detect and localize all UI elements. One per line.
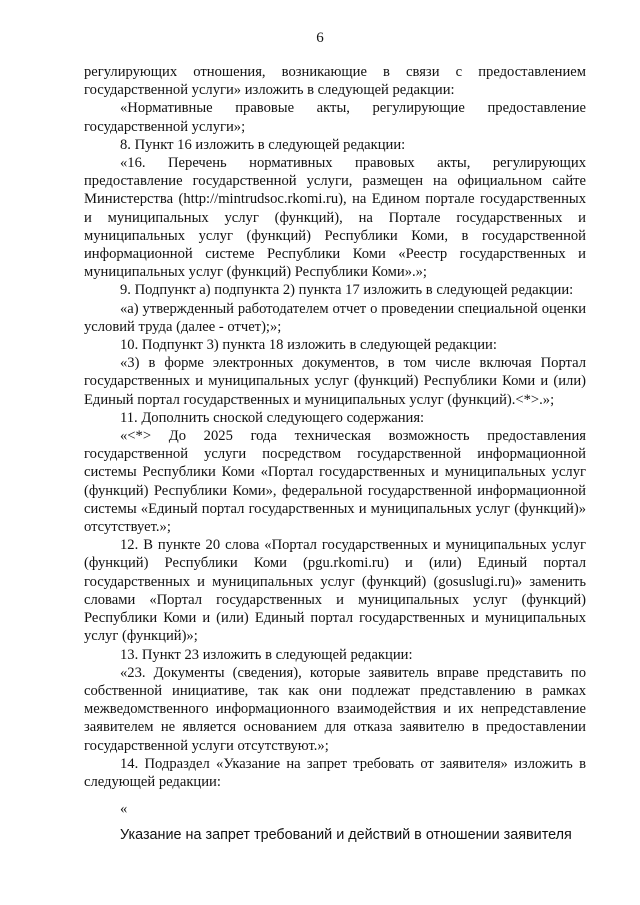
paragraph-item-14: 14. Подраздел «Указание на запрет требовать от заявителя» изложить в следующей редакции: xyxy=(84,755,586,790)
paragraph-item-11: 11. Дополнить сноской следующего содержания: xyxy=(120,409,425,426)
document-body xyxy=(84,63,586,845)
page-number: 6 xyxy=(316,30,324,46)
paragraph-subclause-a: «а) утвержденный работодателем отчет о проведении специальной оценки условий труда (далее - отчет);»; xyxy=(84,300,586,335)
paragraph-clause-23: «23. Документы (сведения), которые заявитель вправе представить по собственной инициативе, так как они подлежат представлению в рамках межведомственного информационного взаимодействия и их непредставление заявителем не является основанием для отказа заявителю в предоставлении государственной услуги отсутствуют.»; xyxy=(84,664,586,754)
paragraph-item-12: 12. В пункте 20 слова «Портал государственных и муниципальных услуг (функций) Республики Коми (pgu.rkomi.ru) и (или) Единый портал государственных и муниципальных услуг (функций) (gosuslugi.ru)» заменить словами «Портал государственных и муниципальных услуг (функций) Республики Коми и (или) Единый портал государственных и муниципальных услуг (функций)»; xyxy=(84,537,586,645)
opening-quote-mark: « xyxy=(120,801,128,818)
paragraph-continuation: регулирующих отношения, возникающие в связи с предоставлением государственной услуги» изложить в следующей редакции: xyxy=(84,64,586,99)
paragraph-subclause-3: «3) в форме электронных документов, в том числе включая Портал государственных и муниципальных услуг (функций) Республики Коми и (или) Единый портал государственных и муниципальных услуг (функций).<*>.»; xyxy=(84,355,586,408)
paragraph-item-9: 9. Подпункт а) подпункта 2) пункта 17 изложить в следующей редакции: xyxy=(120,282,574,299)
subsection-heading: Указание на запрет требований и действий в отношении заявителя xyxy=(120,827,572,844)
paragraph-footnote: «<*> До 2025 года техническая возможность предоставления государственной услуги посредством государственной информационной системы Республики Коми «Портал государственных и муниципальных услуг (функций) Республики Коми», федеральной государственной информационной системы «Единый портал государственных и муниципальных услуг (функций)» отсутствует.»; xyxy=(84,428,586,536)
paragraph-item-8: 8. Пункт 16 изложить в следующей редакции: xyxy=(120,136,406,153)
paragraph-item-13: 13. Пункт 23 изложить в следующей редакции: xyxy=(120,646,413,663)
paragraph-item-10: 10. Подпункт 3) пункта 18 изложить в следующей редакции: xyxy=(120,337,497,354)
paragraph-clause-16: «16. Перечень нормативных правовых акты, регулирующих предоставление государственной услуги, размещен на официальном сайте Министерства (http://mintrudsoc.rkomi.ru), на Едином портале государственных и муниципальных услуг (функций), на Портале государственных и муниципальных услуг (функций) Республики Коми, в государственной информационной системе Республики Коми «Реестр государственных и муниципальных услуг (функций) Республики Коми».»; xyxy=(84,155,586,281)
paragraph-normative-acts-title: «Нормативные правовые акты, регулирующие предоставление государственной услуги»; xyxy=(84,100,586,135)
